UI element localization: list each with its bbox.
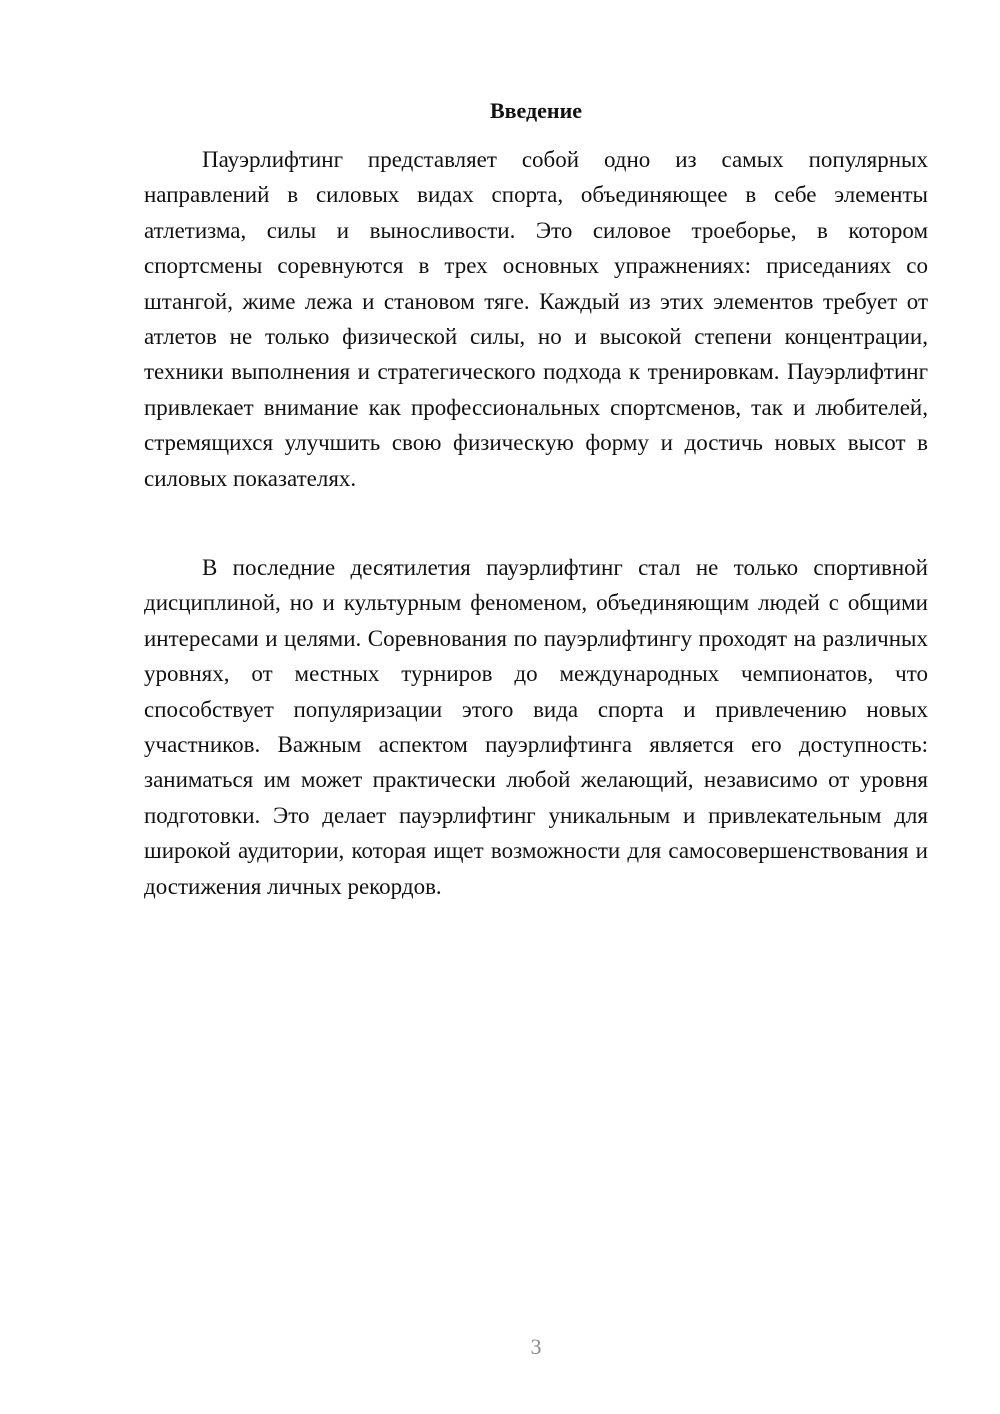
paragraph-2: В последние десятилетия пауэрлифтинг стал не только спортивной дисциплиной, но и культурным феноменом, объединяющим людей с общими интересами и целями. Соревнования по пауэрлифтингу проходят на различных уровнях, от местных турниров до международных чемпионатов, что способствует популяризации этого вида спорта и привлечению новых участников. Важным аспектом пауэрлифтинга является его доступность: заниматься им может практически любой желающий, независимо от уровня подготовки. Это делает пауэрлифтинг уникальным и привлекательным для широкой аудитории, которая ищет возможности для самосовершенствования и достижения личных рекордов. <box>144 555 928 899</box>
page-number: 3 <box>530 1334 542 1359</box>
section-heading: Введение <box>489 98 583 123</box>
paragraph-1: Пауэрлифтинг представляет собой одно из самых популярных направлений в силовых видах спорта, объединяющее в себе элементы атлетизма, силы и выносливости. Это силовое троеборье, в котором спортсмены соревнуются в трех основных упражнениях: приседаниях со штангой, жиме лежа и становом тяге. Каждый из этих элементов требует от атлетов не только физической силы, но и высокой степени концентрации, техники выполнения и стратегического подхода к тренировкам. Пауэрлифтинг привлекает внимание как профессиональных спортсменов, так и любителей, стремящихся улучшить свою физическую форму и достичь новых высот в силовых показателях. <box>144 147 928 491</box>
